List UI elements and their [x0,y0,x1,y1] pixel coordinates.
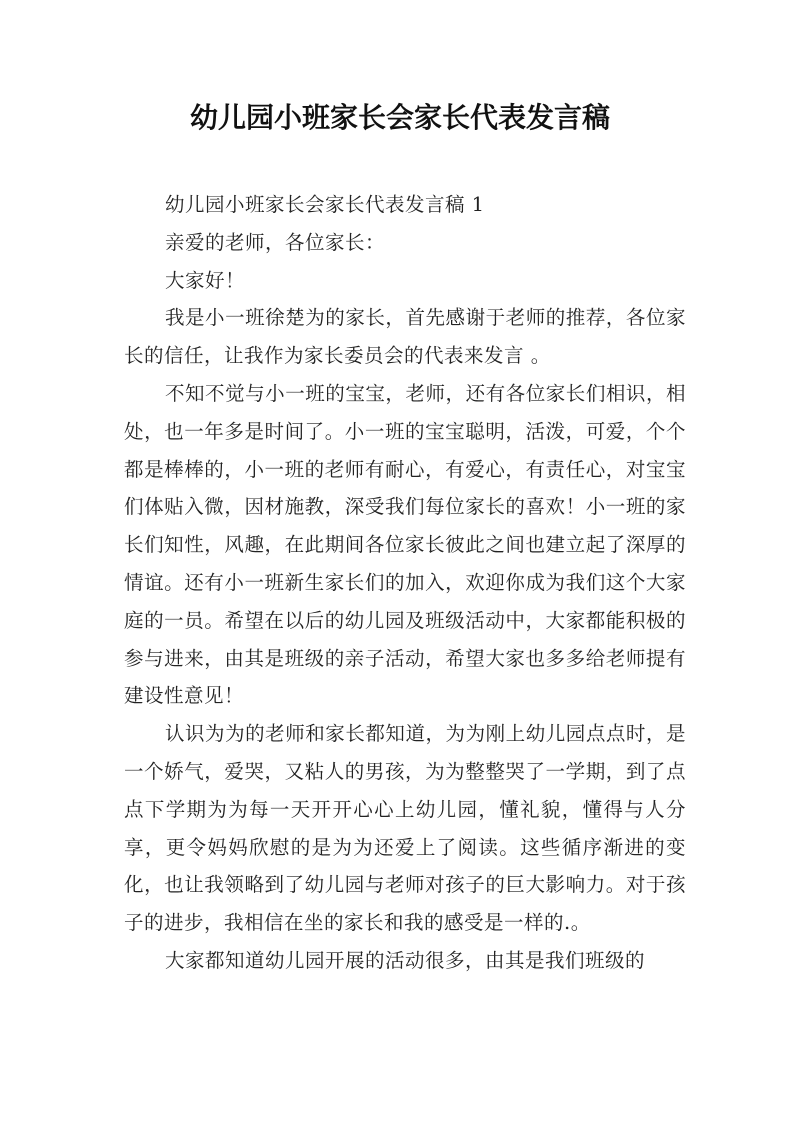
paragraph-introduction: 我是小一班徐楚为的家长，首先感谢于老师的推荐，各位家长的信任，让我作为家长委员会的代表来发言 。 [124,306,686,368]
paragraph-greeting: 大家好！ [164,268,245,292]
paragraph-class-description: 不知不觉与小一班的宝宝，老师，还有各位家长们相识，相处，也一年多是时间了。小一班的宝宝聪明，活泼，可爱，个个都是棒棒的，小一班的老师有耐心，有爱心，有责任心，对宝宝们体贴入微，因材施教，深受我们每位家长的喜欢！小一班的家长们知性，风趣，在此期间各位家长彼此之间也建立起了深厚的情谊。还有小一班新生家长们的加入，欢迎你成为我们这个大家庭的一员。希望在以后的幼儿园及班级活动中，大家都能积极的参与进来，由其是班级的亲子活动，希望大家也多多给老师提有建设性意见！ [124,381,686,708]
paragraph-subtitle: 幼儿园小班家长会家长代表发言稿 1 [164,193,485,216]
paragraph-activities: 大家都知道幼儿园开展的活动很多，由其是我们班级的 [164,948,645,972]
paragraph-salutation: 亲爱的老师，各位家长： [164,230,385,254]
document-title: 幼儿园小班家长会家长代表发言稿 [189,101,610,134]
document-body [124,186,686,980]
paragraph-child-progress: 认识为为的老师和家长都知道，为为刚上幼儿园点点时，是一个娇气，爱哭，又粘人的男孩，为为整整哭了一学期，到了点点下学期为为每一天开开心心上幼儿园，懂礼貌，懂得与人分享，更令妈妈欣慰的是为为还爱上了阅读。这些循序渐进的变化，也让我领略到了幼儿园与老师对孩子的巨大影响力。对于孩子的进步，我相信在坐的家长和我的感受是一样的.。 [124,722,686,935]
